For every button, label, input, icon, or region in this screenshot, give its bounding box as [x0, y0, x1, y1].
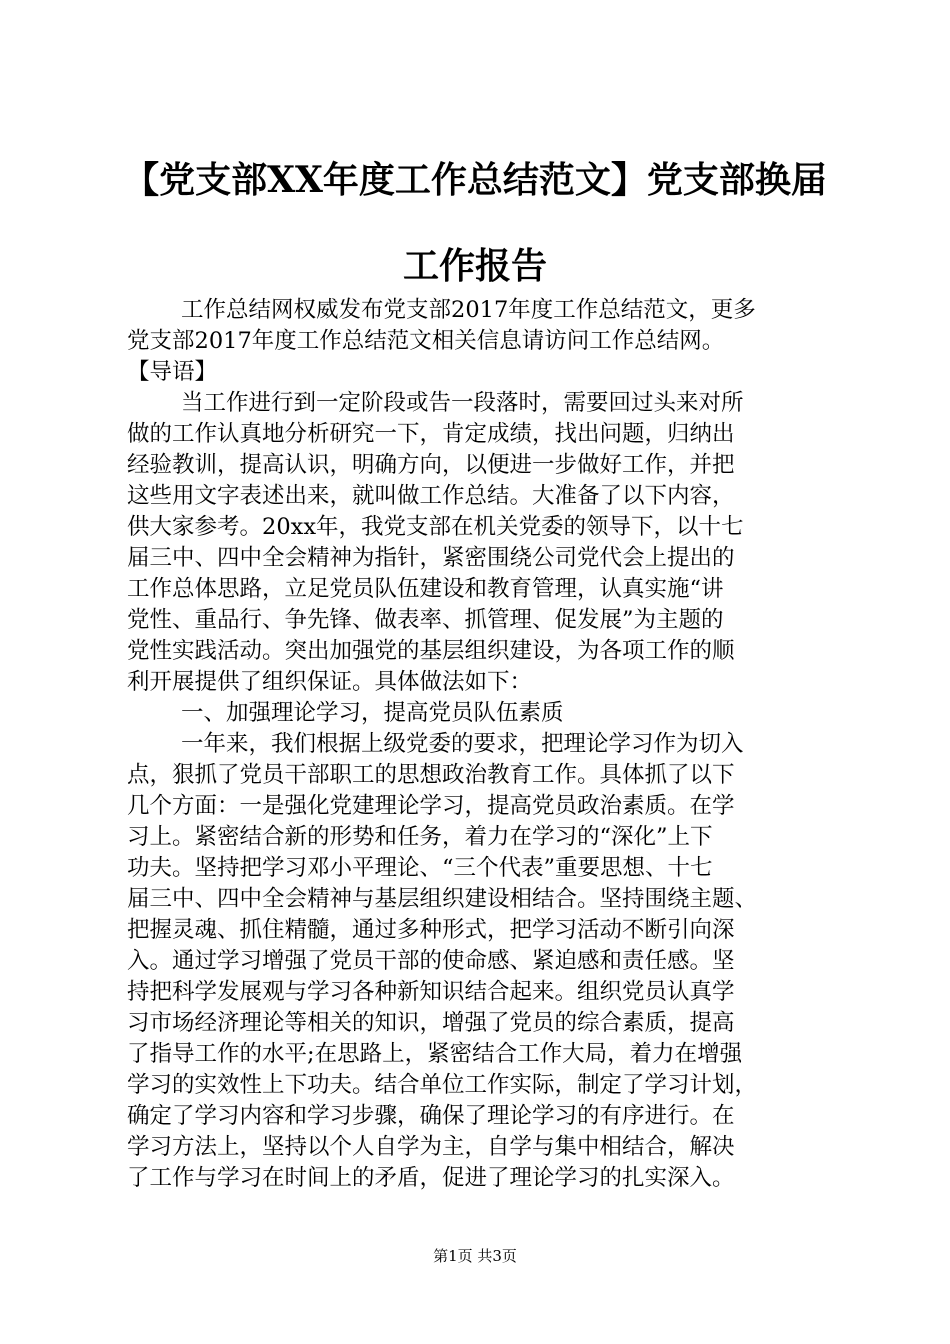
body-line: 了指导工作的水平;在思路上，紧密结合工作大局，着力在增强: [127, 1041, 743, 1067]
page-number-footer: 第1页 共3页: [433, 1247, 517, 1265]
body-line: 把握灵魂、抓住精髓，通过多种形式，把学习活动不断引向深: [127, 917, 735, 943]
body-line: 这些用文字表述出来，就叫做工作总结。大准备了以下内容，: [127, 483, 735, 509]
document-body: [127, 295, 827, 1194]
body-line: 学习方法上，坚持以个人自学为主，自学与集中相结合，解决: [127, 1134, 735, 1160]
body-line: 持把科学发展观与学习各种新知识结合起来。组织党员认真学: [127, 979, 735, 1005]
body-line: 习上。紧密结合新的形势和任务，着力在学习的“深化”上下: [127, 824, 713, 850]
body-line: 经验教训，提高认识，明确方向，以便进一步做好工作，并把: [127, 452, 735, 478]
section-heading: 一、加强理论学习，提高党员队伍素质: [181, 700, 564, 726]
body-line: 一年来，我们根据上级党委的要求，把理论学习作为切入: [181, 731, 744, 757]
body-line: 做的工作认真地分析研究一下，肯定成绩，找出问题，归纳出: [127, 421, 735, 447]
body-line: 党性、重品行、争先锋、做表率、抓管理、促发展”为主题的: [127, 607, 724, 633]
body-line: 利开展提供了组织保证。具体做法如下：: [127, 669, 533, 695]
body-line: 了工作与学习在时间上的矛盾，促进了理论学习的扎实深入。: [127, 1165, 735, 1191]
document-title-line-1: 【党支部XX年度工作总结范文】党支部换届: [123, 159, 827, 201]
document-title-line-2: 工作报告: [402, 245, 547, 287]
body-line: 几个方面：一是强化党建理论学习，提高党员政治素质。在学: [127, 793, 735, 819]
body-line: 当工作进行到一定阶段或告一段落时，需要回过头来对所: [181, 390, 744, 416]
body-line: 届三中、四中全会精神与基层组织建设相结合。坚持围绕主题、: [127, 886, 758, 912]
body-line: 点，狠抓了党员干部职工的思想政治教育工作。具体抓了以下: [127, 762, 735, 788]
body-line: 供大家参考。20xx年，我党支部在机关党委的领导下，以十七: [127, 514, 744, 540]
body-line: 入。通过学习增强了党员干部的使命感、紧迫感和责任感。坚: [127, 948, 735, 974]
body-line: 工作总体思路，立足党员队伍建设和教育管理，认真实施“讲: [127, 576, 724, 602]
body-line: 习市场经济理论等相关的知识，增强了党员的综合素质，提高: [127, 1010, 735, 1036]
body-line: 确定了学习内容和学习步骤，确保了理论学习的有序进行。在: [127, 1103, 735, 1129]
body-line: 工作总结网权威发布党支部2017年度工作总结范文，更多: [181, 297, 756, 323]
body-line: 党支部2017年度工作总结范文相关信息请访问工作总结网。: [127, 328, 725, 354]
body-line: 届三中、四中全会精神为指针，紧密围绕公司党代会上提出的: [127, 545, 735, 571]
body-line: 党性实践活动。突出加强党的基层组织建设，为各项工作的顺: [127, 638, 735, 664]
body-line: 【导语】: [127, 359, 218, 385]
body-line: 功夫。坚持把学习邓小平理论、“三个代表”重要思想、十七: [127, 855, 713, 881]
body-line: 学习的实效性上下功夫。结合单位工作实际，制定了学习计划，: [127, 1072, 758, 1098]
